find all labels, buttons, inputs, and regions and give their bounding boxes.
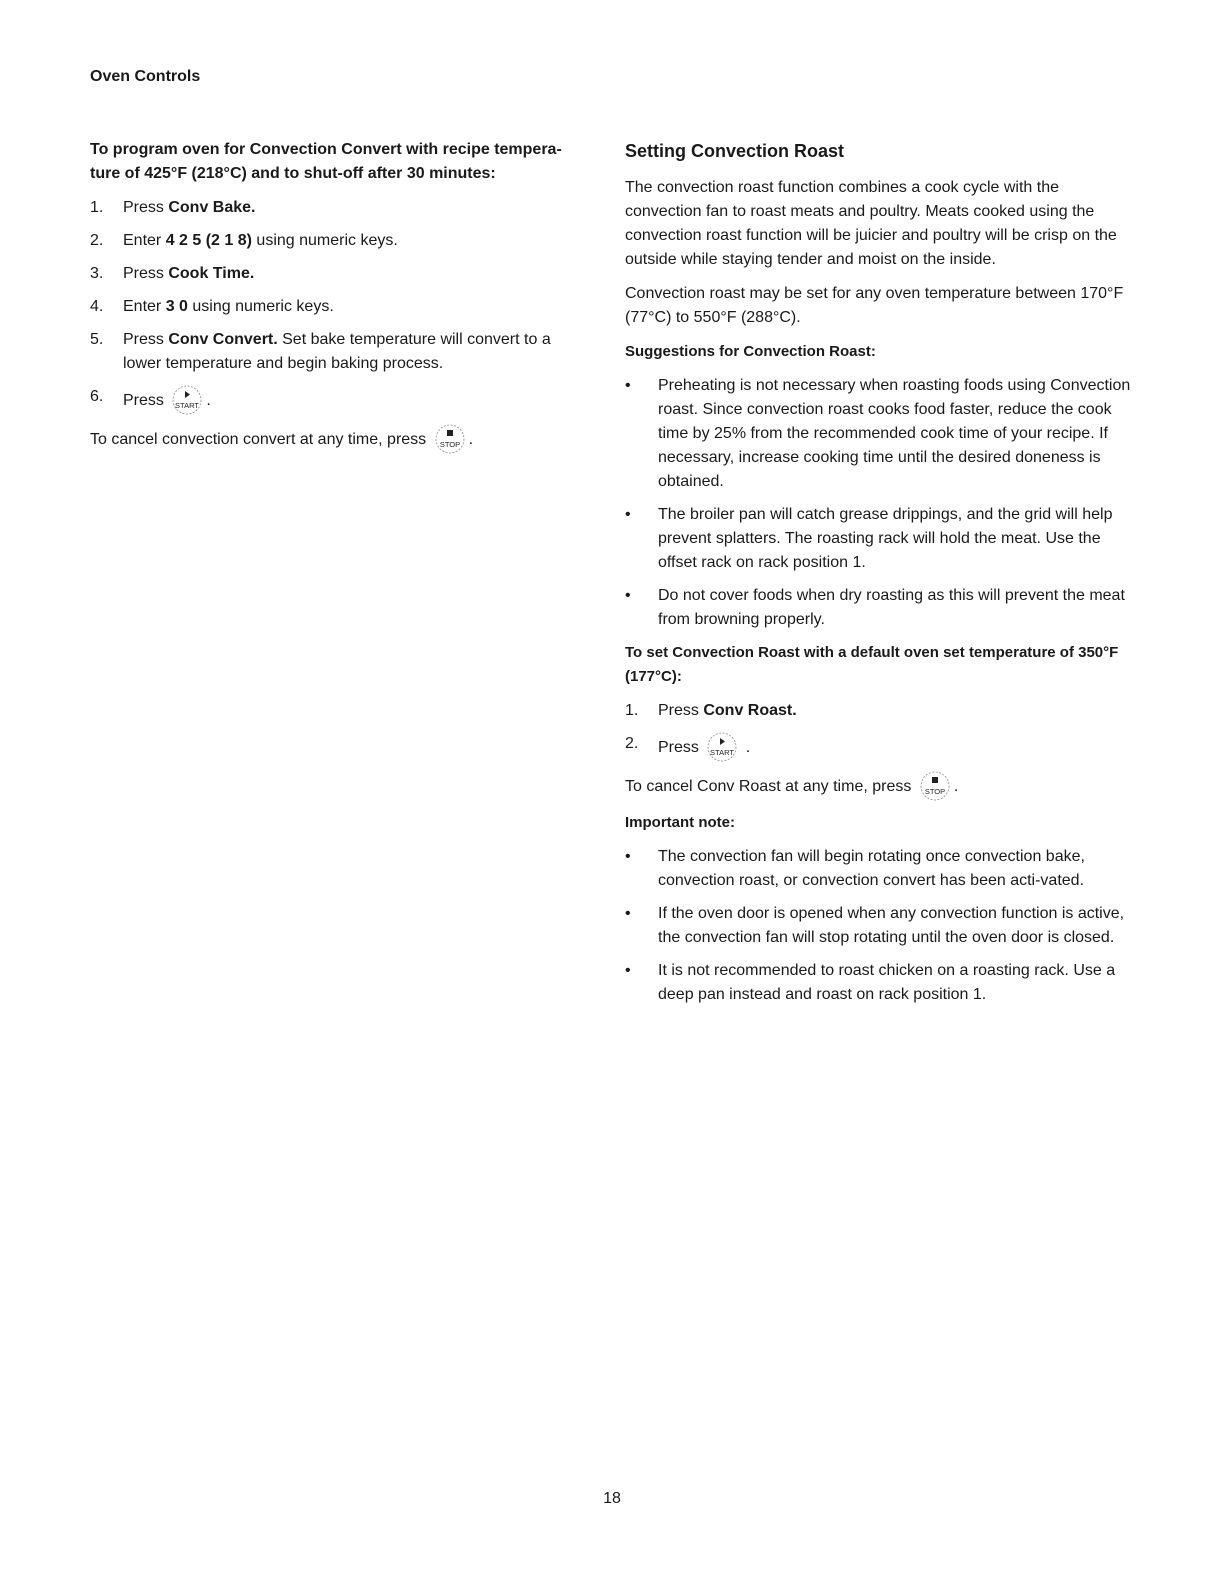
step-number: 4.: [90, 298, 104, 315]
list-item: [625, 584, 1135, 632]
stop-key-icon: [433, 424, 467, 454]
step-item: [625, 699, 1135, 723]
step-text: Enter: [123, 232, 166, 249]
important-list: [625, 845, 1135, 1007]
step-key-name: Conv Bake.: [168, 199, 256, 216]
convert-cancel-note: [90, 424, 590, 454]
list-item: [625, 845, 1135, 893]
bullet-glyph: •: [625, 848, 631, 865]
bullet-text: The convection fan will begin rotating once convection bake, convection roast, or convection convert has been acti-vated.: [658, 848, 1085, 889]
step-number: 5.: [90, 331, 104, 348]
bullet-text: The broiler pan will catch grease drippings, and the grid will help prevent splatters. The roasting rack will hold the meat. Use the offset rack on rack position 1.: [658, 506, 1113, 571]
convert-steps: [90, 196, 590, 415]
step-item: [625, 732, 1135, 762]
list-item: [625, 503, 1135, 575]
roast-intro-paragraph: The convection roast function combines a cook cycle with the convection fan to roast meats and poultry. Meats cooked using the convection roast function will be juicier and poultry will be crisp on the outside while staying tender and moist on the inside.: [625, 179, 1117, 268]
roast-cancel-note: [625, 771, 1135, 801]
page-number: 18: [603, 1490, 621, 1507]
step-number: 2.: [90, 232, 104, 249]
bullet-text: It is not recommended to roast chicken on a roasting rack. Use a deep pan instead and roast on rack position 1.: [658, 962, 1116, 1003]
roast-steps: [625, 699, 1135, 762]
step-text: Press: [123, 265, 169, 282]
bullet-glyph: •: [625, 506, 631, 523]
step-key-name: 4 2 5 (2 1 8): [165, 232, 252, 249]
step-item: [90, 295, 590, 319]
step-number: 2.: [625, 735, 639, 752]
convection-roast-heading: Setting Convection Roast: [625, 141, 845, 161]
bullet-text: Preheating is not necessary when roasting foods using Convection roast. Since convection roast cooks food faster, reduce the cook time by 25% from the recommended cook time of your recipe. If necessary, increase cooking time until the desired doneness is obtained.: [658, 377, 1131, 490]
stop-key-icon: [918, 771, 952, 801]
list-item: [625, 959, 1135, 1007]
cancel-text: To cancel Conv Roast at any time, press: [625, 778, 912, 795]
suggestions-list: [625, 374, 1135, 632]
step-number: 1.: [625, 702, 639, 719]
bullet-glyph: •: [625, 377, 631, 394]
cancel-text: To cancel convection convert at any time, press: [90, 431, 427, 448]
step-number: 1.: [90, 199, 104, 216]
bullet-glyph: •: [625, 962, 631, 979]
suggestions-heading: Suggestions for Convection Roast:: [625, 343, 876, 360]
list-item: [625, 902, 1135, 950]
step-text-after: .: [741, 739, 751, 756]
step-key-name: Conv Convert.: [168, 331, 278, 348]
stop-key-label: STOP: [439, 440, 460, 449]
step-text: Press: [658, 702, 704, 719]
step-text: Press: [123, 331, 169, 348]
step-item: [90, 328, 590, 376]
step-item: [90, 262, 590, 286]
bullet-glyph: •: [625, 905, 631, 922]
step-number: 6.: [90, 388, 104, 405]
important-note-heading: Important note:: [625, 814, 735, 831]
step-text: Press: [123, 199, 169, 216]
start-key-icon: [170, 385, 204, 415]
right-column: [625, 138, 1135, 1016]
step-number: 3.: [90, 265, 104, 282]
cancel-end: .: [953, 778, 959, 795]
roast-temperature-paragraph: Convection roast may be set for any oven temperature between 170°F (77°C) to 550°F (288°C).: [625, 285, 1124, 326]
bullet-glyph: •: [625, 587, 631, 604]
step-item: [90, 385, 590, 415]
left-column: [90, 138, 590, 464]
start-key-label: START: [710, 748, 735, 757]
start-key-icon: [705, 732, 739, 762]
cancel-end: .: [468, 431, 474, 448]
start-key-label: START: [175, 401, 200, 410]
step-text-after: .: [206, 392, 211, 409]
bullet-text: If the oven door is opened when any convection function is active, the convection fan will stop rotating until the oven door is closed.: [658, 905, 1125, 946]
convert-instructions-heading: To program oven for Convection Convert with recipe tempera-ture of 425°F (218°C) and to shut-off after 30 minutes:: [90, 141, 562, 182]
step-item: [90, 229, 590, 253]
stop-key-label: STOP: [924, 787, 945, 796]
bullet-text: Do not cover foods when dry roasting as this will prevent the meat from browning properly.: [658, 587, 1125, 628]
step-text-after: using numeric keys.: [187, 298, 334, 315]
step-text: Enter: [123, 298, 166, 315]
set-roast-heading: To set Convection Roast with a default oven set temperature of 350°F (177°C):: [625, 644, 1119, 685]
section-header: Oven Controls: [90, 68, 201, 85]
step-text-after: using numeric keys.: [251, 232, 398, 249]
step-key-name: 3 0: [165, 298, 188, 315]
step-text-after: Set bake temperature will convert to a lower temperature and begin baking process.: [123, 331, 551, 372]
list-item: [625, 374, 1135, 494]
step-text: Press: [658, 739, 704, 756]
step-text: Press: [123, 392, 169, 409]
step-key-name: Cook Time.: [168, 265, 255, 282]
step-item: [90, 196, 590, 220]
step-key-name: Conv Roast.: [703, 702, 797, 719]
